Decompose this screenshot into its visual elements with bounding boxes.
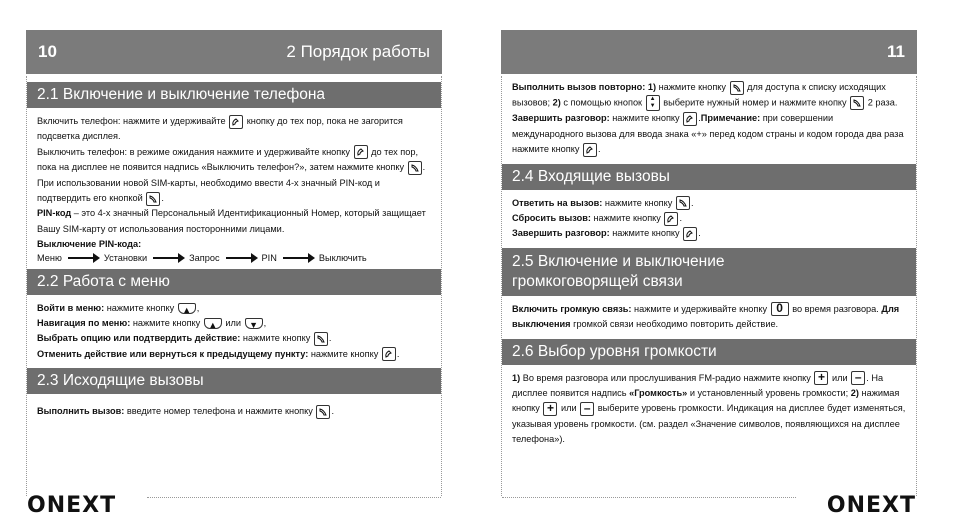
step-two-label: 2) [848, 388, 859, 399]
volume-text-c: и установленный уровень громкости; [687, 388, 849, 399]
brand-logo: ONEXT [27, 493, 117, 518]
end-talk-text: нажмите кнопку [609, 228, 680, 239]
menu-path-step: Выключить [318, 252, 367, 263]
menu-path-step: PIN [261, 252, 277, 263]
pin-disable-heading: Выключение PIN-кода: [37, 239, 142, 250]
pin-term: PIN-код [37, 208, 72, 219]
end-call-key-icon [664, 212, 678, 226]
redial-label: Выполнить вызов повторно: 1) [512, 82, 657, 92]
section-title-2-4: 2.4 Входящие вызовы [502, 164, 916, 190]
section-title-line: 2.5 Включение и выключение [512, 252, 725, 270]
select-option-text: нажмите кнопку [240, 333, 311, 344]
minus-key-icon: – [851, 371, 865, 385]
menu-path-step: Запрос [189, 252, 220, 263]
left-page-body [26, 76, 442, 518]
volume-text-b: . На дисплее появится надпись [512, 372, 884, 399]
section-2-1-text: Включить телефон: нажмите и удерживайте кнопку до тех пор, пока не загорится подсветка дисплея. Выключить телефон: в режиме ожидания нажмите и удерживайте кнопку до тех пор, пока на дисплее не появится надпись «Выключить телефон?», затем нажмите кнопку . При использовании новой SIM-карты, необходимо ввести 4-х значный PIN-код и подтвердить его кнопкой . PIN-код – это 4-х значный Персональный Идентификационный Номер, который защищает Вашу SIM-карту от использования посторонними лицами. Выключение PIN-кода: [37, 116, 426, 250]
section-title-2-3: 2.3 Исходящие вызовы [27, 368, 441, 394]
power-on-text-a: Включить телефон: нажмите и удерживайте [37, 116, 226, 126]
call-key-icon [850, 96, 864, 110]
call-key-icon [146, 192, 160, 206]
section-2-4-text: Ответить на вызов: нажмите кнопку . Сбросить вызов: нажмите кнопку . Завершить разговор: нажмите кнопку . [502, 196, 916, 242]
section-title-2-5 [502, 248, 916, 296]
arrow-right-icon [68, 257, 98, 259]
nav-up-key-icon: ▲ [204, 318, 222, 329]
nav-down-key-icon: ▼ [245, 318, 263, 329]
left-page-header [26, 30, 442, 74]
power-off-text-a: Выключить телефон: в режиме ожидания нажмите и удерживайте кнопку [37, 146, 350, 157]
minus-key-icon: – [580, 402, 594, 416]
section-2-6-text [502, 371, 916, 448]
zero-key-icon: 0 [771, 302, 789, 316]
brand-logo: ONEXT [826, 493, 916, 518]
menu-path [27, 253, 441, 263]
redial-text: Выполнить вызов повторно: 1) нажмите кнопку для доступа к списку исходящих вызовов; 2) с помощью кнопок ▲ ▼ выберите нужный номер и нажмите кнопку 2 раза. Завершить разговор: нажмите кнопку .Примечание: при совершении международного вызова для ввода знака «+» перед кодом страны и кодом города два раза нажмите кнопку . [502, 76, 916, 158]
step-one-label: 1) [512, 372, 521, 383]
nav-up-key-icon: ▲ [178, 303, 196, 314]
note-label: Примечание: [700, 113, 761, 124]
speaker-off-label: Для выключения [512, 303, 900, 330]
or-text: или [225, 318, 242, 329]
redial-text-d: выберите нужный номер и нажмите кнопку [663, 97, 847, 108]
menu-nav-text: нажмите кнопку [130, 318, 201, 329]
section-title-2-1: 2.1 Включение и выключение телефона [27, 82, 441, 108]
right-page [501, 30, 917, 518]
end-call-key-icon [354, 145, 368, 159]
right-page-body [501, 76, 917, 518]
footer-divider [147, 496, 441, 498]
enter-menu-text: нажмите кнопку [104, 302, 175, 313]
arrow-right-icon [226, 257, 256, 259]
or-text: или [832, 372, 848, 383]
reject-label: Сбросить вызов: [512, 213, 591, 224]
arrow-right-icon [153, 257, 183, 259]
redial-text-c: с помощью кнопок [560, 97, 643, 108]
section-title-2-2: 2.2 Работа с меню [27, 269, 441, 295]
call-key-icon [316, 405, 330, 419]
sim-text: При использовании новой SIM-карты, необходимо ввести 4-х значный PIN-код и подтвердить его кнопкой [37, 177, 380, 204]
call-key-icon [730, 81, 744, 95]
end-call-key-icon [583, 143, 597, 157]
speaker-on-text-b: во время разговора. [792, 303, 879, 314]
redial-text-e: 2 раза. [867, 97, 898, 108]
answer-label: Ответить на вызов: [512, 197, 603, 208]
volume-word: «Громкость» [626, 388, 688, 399]
volume-text-a: Во время разговора или прослушивания FM-радио нажмите кнопку [520, 372, 811, 383]
redial-text-b: для доступа к списку исходящих вызовов; [512, 82, 886, 108]
page-number: 11 [887, 42, 905, 61]
end-call-key-icon [683, 227, 697, 241]
arrow-right-icon [283, 257, 313, 259]
power-on-text-b: кнопку до тех пор, пока не загорится подсветка дисплея. [37, 116, 403, 142]
plus-key-icon: + [814, 371, 828, 385]
volume-text-d: нажимая кнопку [512, 388, 900, 414]
end-call-key-icon [229, 115, 243, 129]
step-two-label: 2) [550, 97, 561, 108]
make-call-text: введите номер телефона и нажмите кнопку [124, 406, 313, 417]
page-number: 10 [38, 42, 57, 61]
footer-divider [502, 496, 796, 498]
left-page [26, 30, 442, 518]
reject-text: нажмите кнопку [590, 213, 661, 224]
note-text: при совершении международного вызова для ввода знака «+» перед кодом страны и кодом города два раза нажмите кнопку [512, 113, 904, 155]
end-call-key-icon [382, 347, 396, 361]
section-title-2-6: 2.6 Выбор уровня громкости [502, 339, 916, 365]
plus-key-icon: + [543, 402, 557, 416]
answer-text: нажмите кнопку [602, 197, 673, 208]
menu-path-step: Установки [103, 252, 148, 263]
volume-text-e: выберите уровень громкости. Индикация на дисплее будет изменяться, указывая уровень громкости. (см. раздел «Значение символов, появляющихся на дисплее телефона»). [512, 403, 906, 445]
section-2-5-text [502, 302, 916, 333]
menu-path-step: Меню [37, 252, 62, 263]
right-page-header [501, 30, 917, 74]
cancel-label: Отменить действие или вернуться к предыдущему пункту: [37, 348, 309, 359]
select-option-label: Выбрать опцию или подтвердить действие: [37, 333, 241, 344]
make-call-label: Выполнить вызов: [37, 406, 125, 417]
call-key-icon [314, 332, 328, 346]
speaker-on-label: Включить громкую связь: [512, 303, 632, 314]
section-title-line: громкоговорящей связи [512, 272, 683, 290]
redial-text-a: нажмите кнопку [656, 82, 727, 92]
chapter-title: 2 Порядок работы [286, 42, 430, 61]
call-key-icon [676, 196, 690, 210]
end-talk-label: Завершить разговор: [512, 113, 610, 124]
cancel-text: нажмите кнопку [308, 348, 379, 359]
menu-nav-label: Навигация по меню: [37, 318, 131, 329]
pin-definition: – это 4-х значный Персональный Идентификационный Номер, который защищает Вашу SIM-карту от использования посторонними лицами. [37, 208, 426, 234]
end-talk-label: Завершить разговор: [512, 228, 610, 239]
power-off-text-b: до тех пор, пока на дисплее не появится надпись «Выключить телефон?», затем нажмите кнопку [37, 146, 419, 173]
speaker-off-text: громкой связи необходимо повторить действие. [570, 319, 779, 330]
section-2-2-text: Войти в меню: нажмите кнопку ▲ , Навигация по меню: нажмите кнопку ▲ или ▼ , Выбрать опцию или подтвердить действие: нажмите кнопку . Отменить действие или вернуться к предыдущему пункту: нажмите кнопку . [27, 301, 441, 363]
end-talk-text: нажмите кнопку [609, 113, 680, 124]
enter-menu-label: Войти в меню: [37, 302, 105, 313]
end-call-key-icon [683, 112, 697, 126]
or-text: или [561, 403, 577, 414]
section-2-3-text: Выполнить вызов: введите номер телефона и нажмите кнопку . [27, 404, 441, 419]
nav-updown-key-icon: ▲ ▼ [646, 95, 660, 111]
call-key-icon [408, 161, 422, 175]
speaker-on-text-a: нажмите и удерживайте кнопку [631, 303, 768, 314]
